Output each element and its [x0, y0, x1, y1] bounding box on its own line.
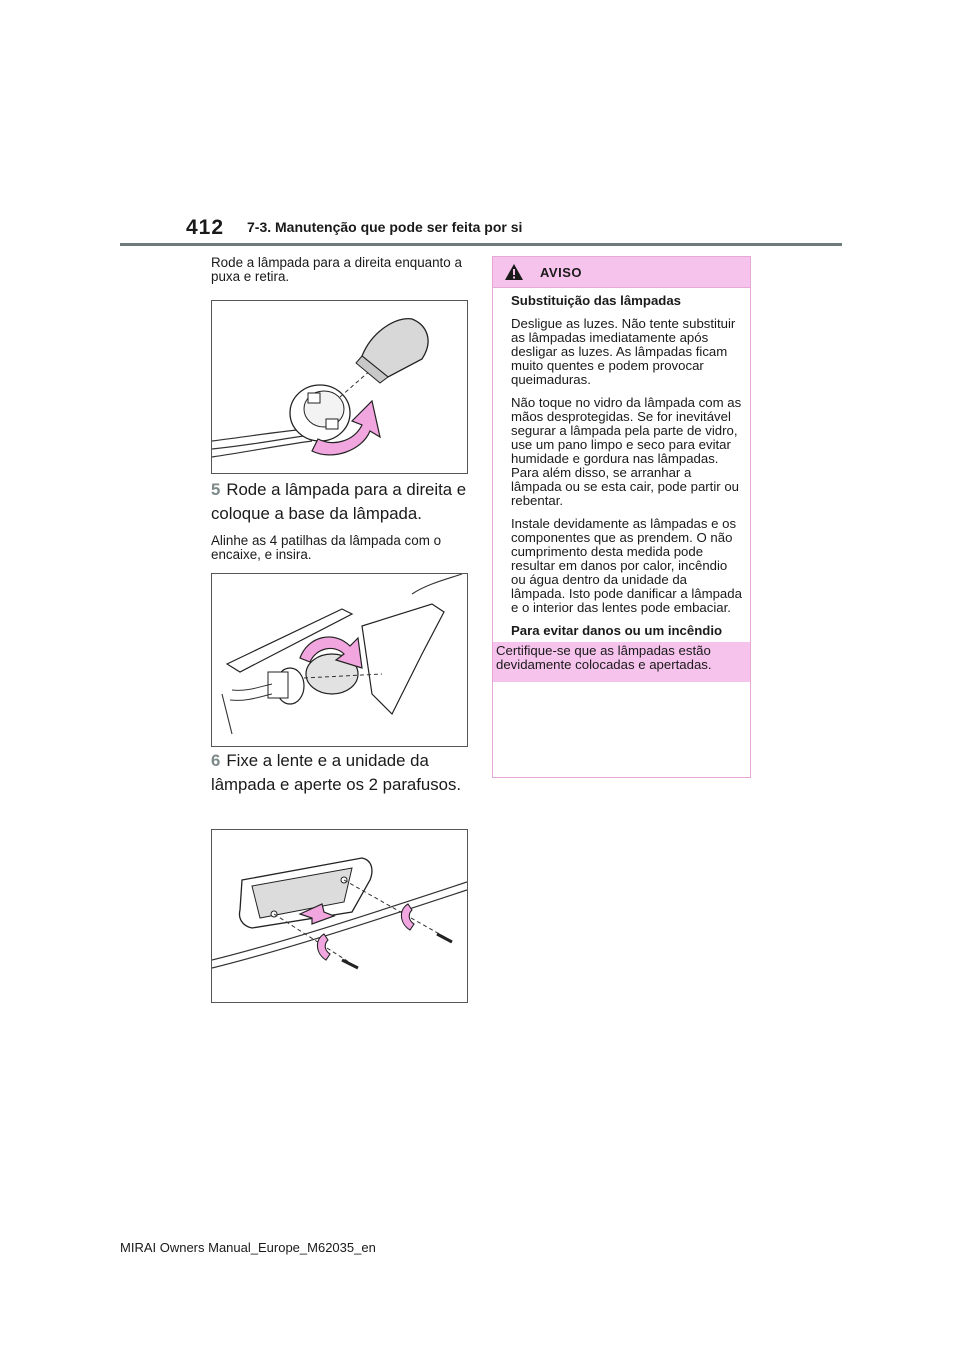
section-title: 7-3. Manutenção que pode ser feita por si: [247, 219, 523, 235]
step-5-note: Alinhe as 4 patilhas da lâmpada com o encaixe, e insira.: [211, 533, 442, 562]
header-divider: [120, 243, 842, 246]
lens-fixing-illustration: [212, 830, 467, 1002]
warning-paragraph-4: Certifique-se que as lâmpadas estão devidamente colocadas e apertadas.: [493, 642, 750, 682]
bulb-insertion-illustration: [212, 574, 467, 746]
warning-heading-bulb-replacement: Substituição das lâmpadas: [511, 293, 682, 308]
page-header: [0, 0, 960, 250]
footer-manual-id: MIRAI Owners Manual_Europe_M62035_en: [120, 1240, 376, 1255]
warning-body: [493, 288, 750, 777]
warning-paragraph-2: Não toque no vidro da lâmpada com as mãos desprotegidas. Se for inevitável segurar a lâmpada pela parte de vidro, use um pano limpo e seco para evitar humidade e gordura nas lâmpadas. Para além disso, se arranhar a lâmpada ou se esta cair, pode partir ou rebentar.: [511, 395, 742, 508]
warning-triangle-icon: [504, 263, 524, 281]
warning-header: [493, 257, 750, 288]
intro-text: Rode a lâmpada para a direita enquanto a puxa e retira.: [211, 255, 462, 284]
figure-insert-bulb: [211, 573, 468, 747]
step-5-number: 5: [211, 480, 221, 499]
warning-heading-avoid-damage: Para evitar danos ou um incêndio: [511, 623, 723, 638]
step-5: [211, 478, 471, 526]
figure-fix-lens: [211, 829, 468, 1003]
warning-paragraph-3: Instale devidamente as lâmpadas e os componentes que as prendem. O não cumprimento desta medida pode resultar em danos por calor, incêndio ou água dentro da unidade da lâmpada. Isto pode danificar a lâmpada e o interior das lentes pode embaciar.: [511, 516, 742, 615]
warning-box: [492, 256, 751, 778]
step-5-text: Rode a lâmpada para a direita e coloque a base da lâmpada.: [211, 480, 467, 523]
step-6-text: Fixe a lente e a unidade da lâmpada e aperte os 2 parafusos.: [211, 751, 462, 794]
step-6-number: 6: [211, 751, 221, 770]
warning-label: AVISO: [540, 265, 582, 280]
bulb-removal-illustration: [212, 301, 467, 473]
warning-paragraph-1: Desligue as luzes. Não tente substituir as lâmpadas imediatamente após desligar as luzes. As lâmpadas ficam muito quentes e podem provocar queimaduras.: [511, 316, 736, 387]
figure-remove-bulb: [211, 300, 468, 474]
step-6: [211, 749, 471, 797]
page-number: 412: [186, 216, 225, 239]
